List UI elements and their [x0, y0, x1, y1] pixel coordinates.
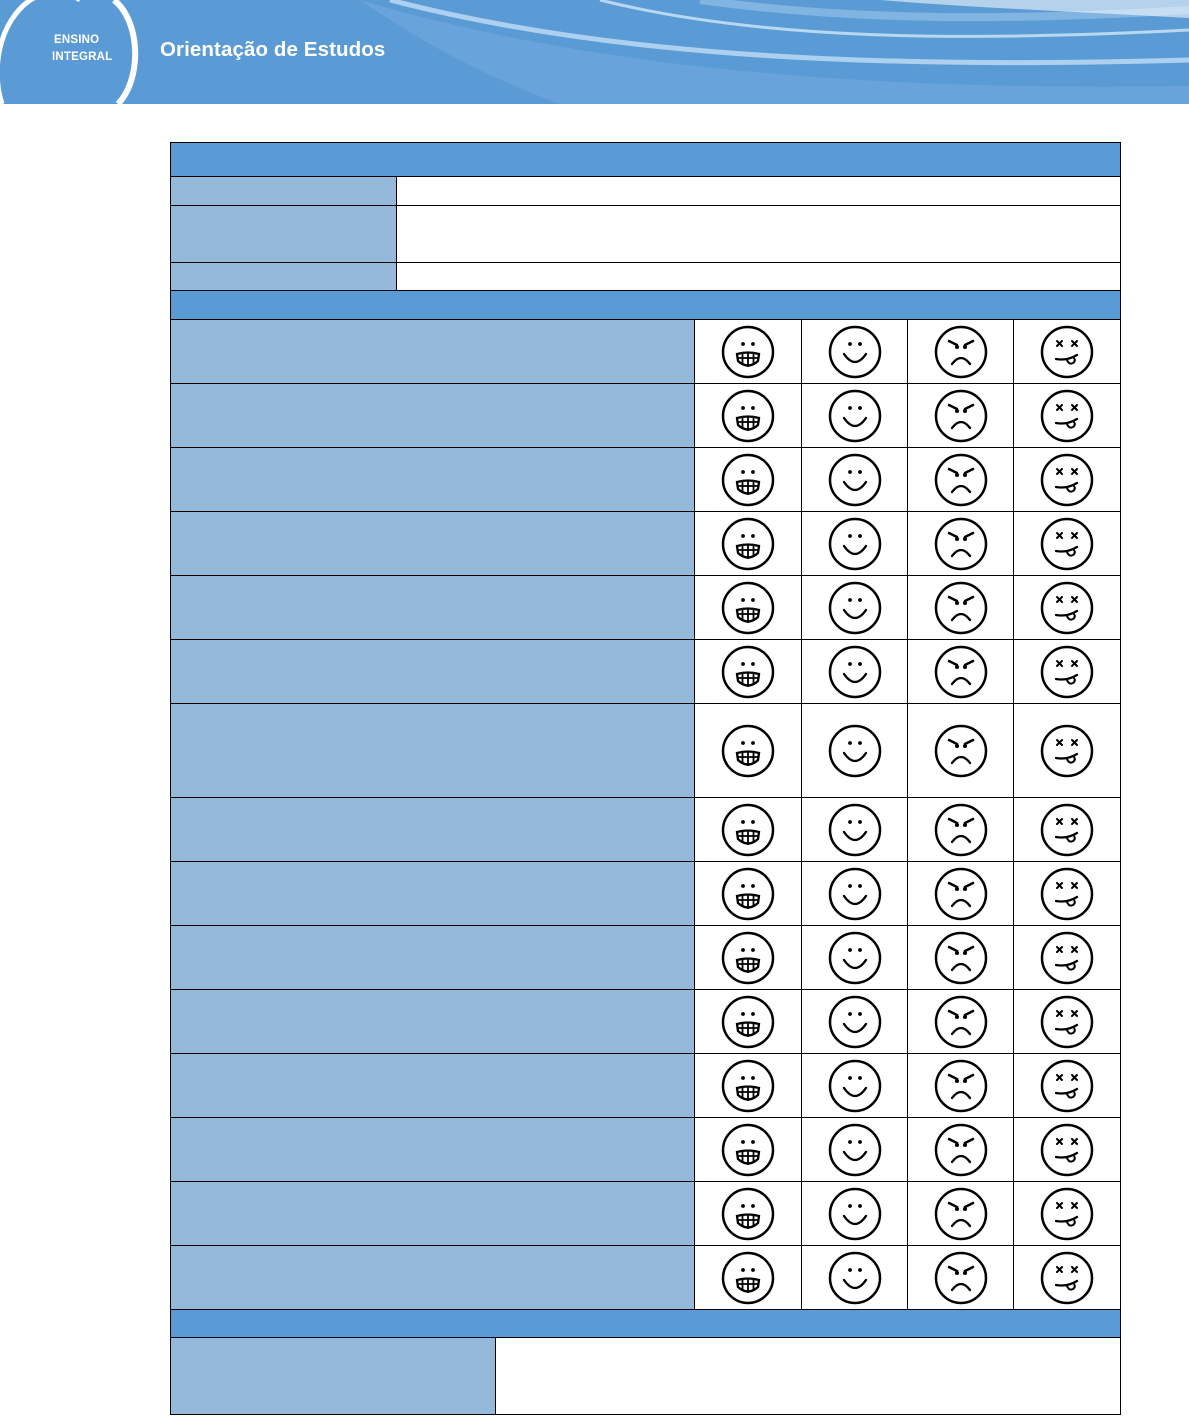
grinning-face-icon[interactable]	[721, 1251, 775, 1305]
rating-option-cell[interactable]	[695, 512, 802, 576]
rating-option-cell[interactable]	[908, 384, 1014, 448]
smiling-face-icon[interactable]	[828, 867, 882, 921]
rating-option-cell[interactable]	[695, 990, 802, 1054]
dizzy-face-icon[interactable]	[1040, 995, 1094, 1049]
angry-face-icon[interactable]	[934, 645, 988, 699]
smiling-face-icon[interactable]	[828, 325, 882, 379]
rating-option-cell[interactable]	[908, 512, 1014, 576]
rating-option-cell[interactable]	[695, 1054, 802, 1118]
rating-option-cell[interactable]	[908, 798, 1014, 862]
rating-row	[171, 862, 1121, 926]
rating-option-cell[interactable]	[1014, 990, 1121, 1054]
info-row	[171, 177, 1121, 206]
info-row	[171, 206, 1121, 263]
dizzy-face-icon[interactable]	[1040, 1251, 1094, 1305]
info-value-field[interactable]	[397, 263, 1121, 291]
angry-face-icon[interactable]	[934, 453, 988, 507]
smiling-face-icon[interactable]	[828, 453, 882, 507]
dizzy-face-icon[interactable]	[1040, 724, 1094, 778]
final-field-label	[171, 1338, 496, 1415]
rating-option-cell[interactable]	[1014, 1246, 1121, 1310]
dizzy-face-icon[interactable]	[1040, 453, 1094, 507]
grinning-face-icon[interactable]	[721, 581, 775, 635]
angry-face-icon[interactable]	[934, 803, 988, 857]
rating-option-cell[interactable]	[908, 862, 1014, 926]
info-row	[171, 263, 1121, 291]
rating-option-cell[interactable]	[908, 448, 1014, 512]
grinning-face-icon[interactable]	[721, 517, 775, 571]
smiling-face-icon[interactable]	[828, 931, 882, 985]
rating-item-label	[171, 512, 695, 576]
rating-option-cell[interactable]	[1014, 862, 1121, 926]
rating-item-label	[171, 1054, 695, 1118]
rating-option-cell[interactable]	[802, 512, 908, 576]
rating-option-cell[interactable]	[695, 1182, 802, 1246]
rating-row	[171, 990, 1121, 1054]
rating-item-label	[171, 862, 695, 926]
angry-face-icon[interactable]	[934, 1059, 988, 1113]
rating-option-cell[interactable]	[802, 384, 908, 448]
smiling-face-icon[interactable]	[828, 1123, 882, 1177]
dizzy-face-icon[interactable]	[1040, 1123, 1094, 1177]
info-value-field[interactable]	[397, 206, 1121, 263]
grinning-face-icon[interactable]	[721, 724, 775, 778]
logo-line-2: INTEGRAL	[52, 51, 113, 63]
rating-option-cell[interactable]	[695, 640, 802, 704]
rating-row	[171, 926, 1121, 990]
rating-row	[171, 798, 1121, 862]
final-section-header-bar	[171, 1310, 1121, 1338]
rating-section-header-bar	[171, 291, 1121, 320]
rating-option-cell[interactable]	[1014, 640, 1121, 704]
rating-option-cell[interactable]	[802, 1054, 908, 1118]
rating-option-cell[interactable]	[695, 798, 802, 862]
info-label	[171, 263, 397, 291]
rating-item-label	[171, 384, 695, 448]
rating-option-cell[interactable]	[1014, 926, 1121, 990]
rating-option-cell[interactable]	[1014, 448, 1121, 512]
rating-item-label	[171, 926, 695, 990]
smiling-face-icon[interactable]	[828, 581, 882, 635]
grinning-face-icon[interactable]	[721, 1123, 775, 1177]
grinning-face-icon[interactable]	[721, 931, 775, 985]
page-title: Orientação de Estudos	[160, 38, 386, 61]
form-header-bar	[171, 143, 1121, 177]
smiling-face-icon[interactable]	[828, 1059, 882, 1113]
page-header-banner	[0, 0, 1189, 104]
grinning-face-icon[interactable]	[721, 803, 775, 857]
rating-option-cell[interactable]	[908, 1246, 1014, 1310]
rating-option-cell[interactable]	[802, 798, 908, 862]
rating-row	[171, 1182, 1121, 1246]
final-field-row	[171, 1338, 1121, 1415]
rating-option-cell[interactable]	[695, 1118, 802, 1182]
rating-row	[171, 1054, 1121, 1118]
grinning-face-icon[interactable]	[721, 867, 775, 921]
info-label	[171, 206, 397, 263]
smiling-face-icon[interactable]	[828, 995, 882, 1049]
rating-option-cell[interactable]	[802, 640, 908, 704]
smiling-face-icon[interactable]	[828, 517, 882, 571]
final-section-header-row	[171, 1310, 1121, 1338]
rating-item-label	[171, 1246, 695, 1310]
rating-option-cell[interactable]	[695, 576, 802, 640]
angry-face-icon[interactable]	[934, 1251, 988, 1305]
rating-option-cell[interactable]	[695, 320, 802, 384]
info-label	[171, 177, 397, 206]
angry-face-icon[interactable]	[934, 931, 988, 985]
rating-option-cell[interactable]	[695, 926, 802, 990]
rating-item-label	[171, 448, 695, 512]
smiling-face-icon[interactable]	[828, 724, 882, 778]
rating-option-cell[interactable]	[1014, 798, 1121, 862]
rating-section-header-row	[171, 291, 1121, 320]
dizzy-face-icon[interactable]	[1040, 931, 1094, 985]
rating-item-label	[171, 798, 695, 862]
rating-option-cell[interactable]	[908, 1118, 1014, 1182]
rating-item-label	[171, 1182, 695, 1246]
rating-item-label	[171, 990, 695, 1054]
rating-option-cell[interactable]	[802, 990, 908, 1054]
dizzy-face-icon[interactable]	[1040, 517, 1094, 571]
rating-row	[171, 576, 1121, 640]
smiling-face-icon[interactable]	[828, 1187, 882, 1241]
rating-option-cell[interactable]	[802, 1246, 908, 1310]
rating-option-cell[interactable]	[1014, 512, 1121, 576]
final-field-value[interactable]	[496, 1338, 1121, 1415]
rating-option-cell[interactable]	[908, 576, 1014, 640]
dizzy-face-icon[interactable]	[1040, 803, 1094, 857]
rating-option-cell[interactable]	[908, 990, 1014, 1054]
angry-face-icon[interactable]	[934, 724, 988, 778]
rating-option-cell[interactable]	[695, 704, 802, 798]
rating-option-cell[interactable]	[802, 1118, 908, 1182]
rating-option-cell[interactable]	[802, 926, 908, 990]
rating-row	[171, 320, 1121, 384]
form-header-row	[171, 143, 1121, 177]
rating-option-cell[interactable]	[802, 862, 908, 926]
grinning-face-icon[interactable]	[721, 325, 775, 379]
dizzy-face-icon[interactable]	[1040, 1059, 1094, 1113]
rating-option-cell[interactable]	[1014, 704, 1121, 798]
grinning-face-icon[interactable]	[721, 1059, 775, 1113]
rating-option-cell[interactable]	[908, 320, 1014, 384]
rating-option-cell[interactable]	[695, 384, 802, 448]
rating-option-cell[interactable]	[908, 640, 1014, 704]
rating-row	[171, 704, 1121, 798]
rating-option-cell[interactable]	[1014, 1182, 1121, 1246]
rating-option-cell[interactable]	[802, 448, 908, 512]
rating-row	[171, 640, 1121, 704]
angry-face-icon[interactable]	[934, 325, 988, 379]
dizzy-face-icon[interactable]	[1040, 867, 1094, 921]
angry-face-icon[interactable]	[934, 867, 988, 921]
rating-option-cell[interactable]	[908, 704, 1014, 798]
rating-item-label	[171, 320, 695, 384]
dizzy-face-icon[interactable]	[1040, 325, 1094, 379]
rating-row	[171, 1246, 1121, 1310]
dizzy-face-icon[interactable]	[1040, 645, 1094, 699]
rating-option-cell[interactable]	[1014, 1118, 1121, 1182]
dizzy-face-icon[interactable]	[1040, 581, 1094, 635]
rating-option-cell[interactable]	[1014, 384, 1121, 448]
rating-item-label	[171, 640, 695, 704]
smiling-face-icon[interactable]	[828, 803, 882, 857]
angry-face-icon[interactable]	[934, 581, 988, 635]
rating-option-cell[interactable]	[802, 704, 908, 798]
grinning-face-icon[interactable]	[721, 645, 775, 699]
dizzy-face-icon[interactable]	[1040, 1187, 1094, 1241]
dizzy-face-icon[interactable]	[1040, 389, 1094, 443]
rating-option-cell[interactable]	[1014, 1054, 1121, 1118]
rating-row	[171, 1118, 1121, 1182]
rating-row	[171, 384, 1121, 448]
angry-face-icon[interactable]	[934, 517, 988, 571]
angry-face-icon[interactable]	[934, 995, 988, 1049]
study-orientation-form	[170, 142, 1121, 1415]
grinning-face-icon[interactable]	[721, 1187, 775, 1241]
rating-row	[171, 512, 1121, 576]
smiling-face-icon[interactable]	[828, 389, 882, 443]
angry-face-icon[interactable]	[934, 1187, 988, 1241]
angry-face-icon[interactable]	[934, 1123, 988, 1177]
rating-option-cell[interactable]	[908, 1182, 1014, 1246]
rating-item-label	[171, 704, 695, 798]
rating-item-label	[171, 576, 695, 640]
grinning-face-icon[interactable]	[721, 389, 775, 443]
rating-option-cell[interactable]	[1014, 320, 1121, 384]
rating-option-cell[interactable]	[802, 576, 908, 640]
smiling-face-icon[interactable]	[828, 645, 882, 699]
rating-row	[171, 448, 1121, 512]
rating-item-label	[171, 1118, 695, 1182]
rating-option-cell[interactable]	[802, 320, 908, 384]
grinning-face-icon[interactable]	[721, 995, 775, 1049]
angry-face-icon[interactable]	[934, 389, 988, 443]
rating-option-cell[interactable]	[695, 1246, 802, 1310]
rating-option-cell[interactable]	[1014, 576, 1121, 640]
rating-option-cell[interactable]	[908, 926, 1014, 990]
logo-line-1: ENSINO	[54, 34, 100, 46]
rating-option-cell[interactable]	[802, 1182, 908, 1246]
info-value-field[interactable]	[397, 177, 1121, 206]
smiling-face-icon[interactable]	[828, 1251, 882, 1305]
rating-option-cell[interactable]	[695, 448, 802, 512]
ensino-integral-logo	[54, 32, 114, 66]
rating-option-cell[interactable]	[908, 1054, 1014, 1118]
grinning-face-icon[interactable]	[721, 453, 775, 507]
rating-option-cell[interactable]	[695, 862, 802, 926]
